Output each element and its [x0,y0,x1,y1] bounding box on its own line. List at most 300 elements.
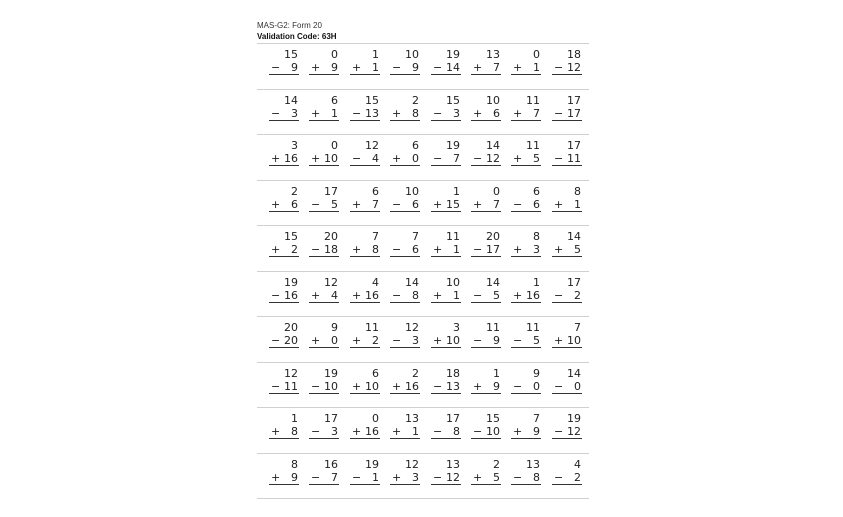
problem-bottom-number: 7 [372,197,379,211]
problem-bottom-line [511,334,541,348]
problem-operator: + [352,197,362,211]
problem-bottom-number: 9 [331,61,338,74]
problem-operator: − [473,243,483,256]
problem-operator: + [271,197,281,211]
problem-operator: + [513,106,523,120]
problem-top-number: 11 [446,230,460,243]
problem-top-number: 15 [284,48,298,61]
problem-bottom-line [511,471,541,485]
problem [552,48,582,75]
problem-top-number: 6 [533,184,540,198]
problem [390,230,420,257]
problem-operator: − [473,334,483,347]
problem-bottom-line [350,380,380,394]
problem-bottom-number: 8 [372,243,379,256]
problem-bottom-line [511,198,541,212]
problem [431,185,461,212]
problem-bottom-line [350,243,380,257]
problem [350,48,380,75]
problem-operator: + [433,243,443,256]
problem-operator: + [271,243,281,256]
problem [431,367,461,394]
problem-bottom-number: 3 [412,470,419,484]
problem-bottom-line [390,289,420,303]
problem [471,321,501,348]
problem-operator: + [271,152,281,165]
problem-operator: − [433,425,443,438]
problem [471,94,501,121]
problem-bottom-line [431,152,461,166]
problem [552,412,582,439]
problem-bottom-number: 9 [291,61,298,74]
problem-top-number: 19 [365,457,379,471]
problem-bottom-number: 2 [291,243,298,256]
problem-operator: − [554,61,564,74]
problem-top-number: 7 [574,321,581,334]
problem [471,230,501,257]
problem-top-number: 6 [372,366,379,380]
problem [552,276,582,303]
problem [309,458,339,485]
problem-bottom-number: 10 [567,334,581,347]
problem-top-number: 0 [493,184,500,198]
problem-operator: − [554,425,564,438]
problem-bottom-number: 8 [412,288,419,302]
problem-operator: + [433,288,443,302]
problem-bottom-number: 1 [453,243,460,256]
problem [431,321,461,348]
problem-bottom-number: 10 [446,334,460,347]
problem-bottom-number: 9 [493,379,500,393]
problem-top-number: 4 [372,275,379,289]
problem-bottom-number: 0 [533,379,540,393]
problem-operator: − [433,470,443,484]
problem [431,458,461,485]
problem-top-number: 13 [405,412,419,425]
problem-operator: + [392,470,402,484]
problem [269,276,299,303]
problem-bottom-line [269,425,299,439]
problem-bottom-number: 5 [574,243,581,256]
problem [390,94,420,121]
problem-bottom-number: 1 [574,197,581,211]
problem-bottom-line [552,198,582,212]
problem-operator: − [311,379,321,393]
problem [390,185,420,212]
problem-bottom-line [350,425,380,439]
problem-bottom-line [511,152,541,166]
problem [552,94,582,121]
problem-operator: − [352,106,362,120]
problem-top-number: 6 [331,93,338,107]
problem-bottom-line [390,107,420,121]
problem-operator: − [554,152,564,165]
problem [350,139,380,166]
problem-top-number: 0 [372,412,379,425]
problem-operator: − [271,379,281,393]
problem-bottom-number: 6 [412,243,419,256]
problem-bottom-line [431,334,461,348]
problem-bottom-number: 6 [493,106,500,120]
problem-bottom-line [511,289,541,303]
problem-bottom-line [269,61,299,75]
problem-bottom-line [309,425,339,439]
problem-bottom-number: 1 [372,470,379,484]
problem-bottom-number: 0 [574,379,581,393]
problem-bottom-line [552,243,582,257]
problem-bottom-line [552,107,582,121]
problem-bottom-number: 12 [567,61,581,74]
problem-operator: − [392,243,402,256]
problem-row [257,363,589,409]
problem-top-number: 7 [533,412,540,425]
problem [309,94,339,121]
problem-top-number: 2 [493,457,500,471]
worksheet [257,21,589,499]
problem-bottom-number: 3 [331,425,338,438]
problem-top-number: 12 [365,139,379,152]
problem [552,458,582,485]
problem-bottom-line [552,471,582,485]
problem-top-number: 12 [324,275,338,289]
problem-top-number: 1 [291,412,298,425]
problem [431,230,461,257]
problem-bottom-line [269,471,299,485]
problem-operator: − [311,197,321,211]
problem [269,139,299,166]
problem-top-number: 1 [533,275,540,289]
problem-bottom-line [390,61,420,75]
problem-operator: + [352,243,362,256]
problem [511,48,541,75]
problem-operator: + [473,197,483,211]
problem-top-number: 1 [453,184,460,198]
problem-operator: + [513,61,523,74]
problem-top-number: 10 [405,184,419,198]
problem-top-number: 17 [567,139,581,152]
problem-bottom-number: 10 [486,425,500,438]
problem-top-number: 8 [574,184,581,198]
problem-top-number: 20 [284,321,298,334]
problem-top-number: 3 [291,139,298,152]
problem [390,458,420,485]
problem [309,321,339,348]
problem [511,321,541,348]
problem-bottom-line [309,152,339,166]
problem-bottom-number: 9 [533,425,540,438]
problem-bottom-line [471,380,501,394]
problem [511,276,541,303]
problem [511,367,541,394]
problem-bottom-line [511,61,541,75]
problem-bottom-number: 5 [331,197,338,211]
problem [269,321,299,348]
problem-operator: − [392,61,402,74]
problem [350,412,380,439]
problem-operator: − [554,379,564,393]
problem-bottom-line [431,107,461,121]
problem [309,185,339,212]
problem-bottom-number: 1 [412,425,419,438]
problem-bottom-line [390,152,420,166]
problem-top-number: 0 [533,48,540,61]
problem-bottom-line [431,380,461,394]
problem-top-number: 17 [567,93,581,107]
problem-bottom-line [431,198,461,212]
problem [471,48,501,75]
problem-operator: + [352,379,362,393]
problem-bottom-number: 16 [365,288,379,302]
problem-bottom-number: 16 [365,425,379,438]
problem-bottom-number: 11 [567,152,581,165]
problem-top-number: 19 [446,139,460,152]
problem-row [257,44,589,90]
problem-bottom-number: 16 [284,288,298,302]
problem-top-number: 0 [331,139,338,152]
problem-top-number: 6 [372,184,379,198]
problem-operator: + [554,334,564,347]
problem-bottom-line [552,289,582,303]
problem-bottom-number: 5 [533,334,540,347]
problem-operator: + [392,106,402,120]
problem [552,185,582,212]
problem-bottom-line [350,471,380,485]
problem [350,458,380,485]
problem-operator: + [392,379,402,393]
problem-operator: + [352,425,362,438]
problem [390,139,420,166]
problem-top-number: 11 [526,139,540,152]
problem [471,185,501,212]
problem-top-number: 1 [493,366,500,380]
problem-top-number: 19 [324,366,338,380]
problem-operator: − [392,197,402,211]
problem-top-number: 11 [486,321,500,334]
problem [431,139,461,166]
problem [390,367,420,394]
problem-top-number: 18 [446,366,460,380]
problem [511,185,541,212]
problem-operator: − [311,470,321,484]
problem-bottom-number: 5 [493,288,500,302]
problem-bottom-line [269,289,299,303]
problem-top-number: 20 [324,230,338,243]
problem-operator: − [433,379,443,393]
problem [390,412,420,439]
problem [390,48,420,75]
problem-row [257,90,589,136]
problem-bottom-number: 2 [574,470,581,484]
problem [350,230,380,257]
problem-top-number: 10 [486,93,500,107]
problem-bottom-line [350,289,380,303]
problem-operator: + [271,425,281,438]
problem [269,412,299,439]
problem [309,230,339,257]
problem-top-number: 12 [284,366,298,380]
problem-bottom-line [269,334,299,348]
problem-bottom-number: 0 [412,152,419,165]
problem [269,48,299,75]
problem [471,139,501,166]
problem-bottom-line [350,61,380,75]
problem [511,230,541,257]
problem-top-number: 2 [412,366,419,380]
problem-bottom-number: 3 [533,243,540,256]
problem-bottom-line [309,289,339,303]
problem-operator: + [513,425,523,438]
problem-bottom-line [471,471,501,485]
problem-bottom-number: 17 [567,106,581,120]
problem-bottom-line [309,471,339,485]
problem-top-number: 17 [324,184,338,198]
problem-top-number: 11 [365,321,379,334]
problem-row [257,226,589,272]
problem-bottom-number: 6 [412,197,419,211]
problem-top-number: 13 [486,48,500,61]
problem-operator: − [473,288,483,302]
problem-top-number: 19 [284,275,298,289]
problem-bottom-number: 3 [291,106,298,120]
problem-top-number: 4 [574,457,581,471]
problem-operator: − [473,152,483,165]
problem-operator: + [473,379,483,393]
problem-bottom-number: 10 [365,379,379,393]
problem-bottom-number: 8 [453,425,460,438]
problem-bottom-line [309,198,339,212]
problem-bottom-number: 20 [284,334,298,347]
problem [309,276,339,303]
problem-top-number: 7 [412,230,419,243]
problem-operator: − [352,470,362,484]
problem-bottom-number: 7 [331,470,338,484]
form-label: MAS-G2: Form 20 [257,21,322,30]
problem-bottom-line [269,107,299,121]
problem-bottom-line [431,425,461,439]
problem [471,412,501,439]
problem-operator: − [433,152,443,165]
problem-operator: − [554,470,564,484]
problem-bottom-number: 7 [533,106,540,120]
problem-bottom-number: 8 [533,470,540,484]
problem [350,367,380,394]
problem-bottom-line [390,334,420,348]
problem-operator: + [352,61,362,74]
problem [511,94,541,121]
problem-top-number: 14 [486,139,500,152]
problem-bottom-number: 10 [324,152,338,165]
problem-top-number: 14 [486,275,500,289]
problem-operator: − [513,470,523,484]
problem [350,321,380,348]
problem-bottom-number: 17 [486,243,500,256]
problem [471,367,501,394]
problem [269,367,299,394]
problem-top-number: 1 [372,48,379,61]
problem-bottom-line [390,471,420,485]
problem-top-number: 16 [324,457,338,471]
problem-operator: + [311,61,321,74]
problem-bottom-line [471,152,501,166]
problem-bottom-line [431,289,461,303]
problem-grid [257,43,589,499]
problem-operator: − [473,425,483,438]
problem-bottom-line [471,243,501,257]
problem-bottom-line [552,152,582,166]
problem-operator: + [311,152,321,165]
problem-bottom-line [350,152,380,166]
problem-bottom-line [552,425,582,439]
problem-row [257,181,589,227]
problem-bottom-number: 1 [533,61,540,74]
problem-row [257,317,589,363]
problem [269,94,299,121]
problem-bottom-line [471,289,501,303]
problem-operator: − [392,334,402,347]
problem-top-number: 2 [412,93,419,107]
problem-top-number: 7 [372,230,379,243]
problem-bottom-number: 1 [372,61,379,74]
problem-operator: − [352,152,362,165]
problem-bottom-line [511,380,541,394]
problem [350,185,380,212]
problem-bottom-line [471,107,501,121]
problem-bottom-number: 10 [324,379,338,393]
problem-top-number: 17 [567,275,581,289]
problem-top-number: 8 [291,457,298,471]
problem-bottom-number: 7 [453,152,460,165]
problem-top-number: 12 [405,457,419,471]
problem-operator: − [513,197,523,211]
problem-row [257,135,589,181]
problem-top-number: 11 [526,93,540,107]
problem-top-number: 2 [291,184,298,198]
problem-bottom-number: 1 [331,106,338,120]
problem [431,276,461,303]
problem [471,458,501,485]
problem-row [257,454,589,500]
problem-bottom-number: 3 [453,106,460,120]
problem-operator: + [433,334,443,347]
problem [269,230,299,257]
problem-bottom-number: 15 [446,197,460,211]
problem-top-number: 17 [324,412,338,425]
problem-top-number: 15 [486,412,500,425]
problem-top-number: 14 [567,366,581,380]
problem-bottom-number: 1 [453,288,460,302]
problem-bottom-number: 13 [446,379,460,393]
problem-bottom-line [350,334,380,348]
problem-bottom-number: 16 [405,379,419,393]
problem-bottom-number: 12 [486,152,500,165]
problem-bottom-line [511,425,541,439]
problem-bottom-number: 9 [493,334,500,347]
problem-bottom-line [471,198,501,212]
problem-bottom-line [511,243,541,257]
problem-bottom-line [309,380,339,394]
problem-bottom-number: 6 [533,197,540,211]
problem-operator: − [554,106,564,120]
problem-top-number: 15 [284,230,298,243]
problem-bottom-line [471,334,501,348]
problem-bottom-number: 7 [493,197,500,211]
problem-top-number: 19 [567,412,581,425]
problem [431,48,461,75]
problem-top-number: 9 [533,366,540,380]
problem-bottom-line [471,61,501,75]
problem-bottom-number: 9 [412,61,419,74]
problem-operator: + [513,243,523,256]
